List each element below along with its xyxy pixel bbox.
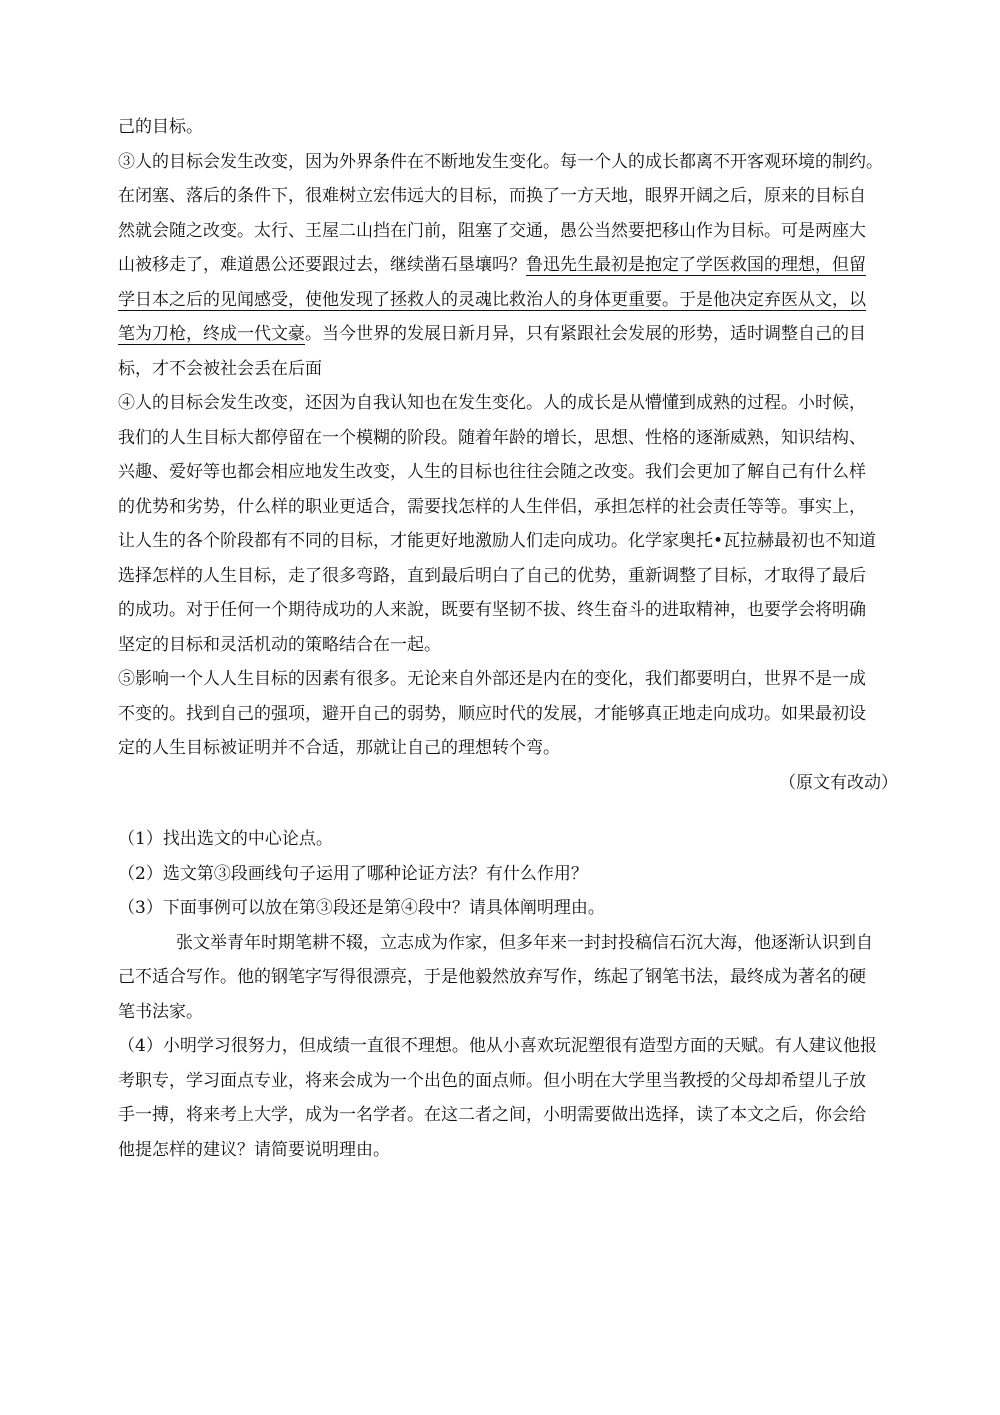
paragraph-4-line: 我们的人生目标大都停留在一个模糊的阶段。随着年龄的增长，思想、性格的逐渐威熟，知识结构、	[118, 427, 866, 448]
paragraph-3-line: 标，才不会被社会丢在后面	[118, 358, 322, 379]
paragraph-3-line	[118, 317, 918, 352]
paragraph-4-line: 坚定的目标和灵活机动的策略结合在一起。	[118, 634, 441, 655]
paragraph-3-line: 然就会随之改变。太行、王屋二山挡在门前，阻塞了交通，愚公当然要把移山作为目标。可是两座大	[118, 220, 866, 241]
paragraph-4-line: 选择怎样的人生目标，走了很多弯路，直到最后明白了自己的优势，重新调整了目标，才取得了最后	[118, 565, 866, 586]
plain-text: 。当今世界的发展日新月异，只有紧跟社会发展的形势，适时调整自己的目	[305, 324, 866, 344]
paragraph-4-line: 的成功。对于任何一个期待成功的人来說，既要有坚韧不拔、终生奋斗的进取精神，也要学会将明确	[118, 600, 866, 620]
question-1: （1）找出选文的中心论点。	[118, 829, 333, 849]
question-4	[118, 1029, 918, 1167]
paragraph-5-line: 不变的。找到自己的强项，避开自己的弱势，顺应时代的发展，才能够真正地走向成功。如果最初设	[118, 703, 866, 724]
paragraph-4-line: ④人的目标会发生改变，还因为自我认知也在发生变化。人的成长是从懵懂到成熟的过程。小时候，	[118, 393, 866, 413]
example-line: 笔书法家。	[118, 1001, 203, 1022]
underlined-sentence: 学日本之后的见闻感受，使他发现了拯救人的灵魂比救治人的身体更重要。于是他决定弃医从文，以	[118, 289, 866, 310]
question-3-example	[118, 926, 918, 1030]
paragraph-3-line	[118, 283, 918, 318]
question-3: （3）下面事例可以放在第③段还是第④段中？请具体阐明理由。	[118, 898, 605, 918]
paragraph-4-line: 让人生的各个阶段都有不同的目标，才能更好地激励人们走向成功。化学家奥托•瓦拉赫最初也不知道	[118, 531, 877, 551]
paragraph-3	[118, 145, 918, 387]
document-page	[118, 110, 918, 1167]
paragraph-4	[118, 386, 918, 662]
paragraph-2-ending: 己的目标。	[118, 117, 203, 137]
paragraph-3-line: 在闭塞、落后的条件下，很难树立宏伟远大的目标，而换了一方天地，眼界开阔之后，原来的目标自	[118, 186, 866, 206]
underlined-sentence: 鲁迅先生最初是抱定了学医救国的理想，但留	[526, 255, 866, 275]
spacer	[118, 800, 918, 822]
paragraph-3-line	[118, 248, 918, 283]
question-2: （2）选文第③段画线句子运用了哪种论证方法？有什么作用？	[118, 863, 588, 884]
underlined-sentence: 笔为刀枪，终成一代文豪	[118, 324, 305, 344]
plain-text: 山被移走了，难道愚公还要跟过去，继续凿石垦壤吗？	[118, 255, 526, 275]
paragraph-5	[118, 662, 918, 766]
source-note: （原文有改动）	[779, 772, 898, 793]
example-line: 己不适合写作。他的钢笔字写得很漂亮，于是他毅然放弃写作，练起了钢笔书法，最终成为著名的硬	[118, 967, 866, 987]
question-4-line: 他提怎样的建议？请简要说明理由。	[118, 1139, 390, 1160]
paragraph-5-line: ⑤影响一个人人生目标的因素有很多。无论来自外部还是内在的变化，我们都要明白，世界不是一成	[118, 669, 866, 689]
question-4-line: （4）小明学习很努力，但成绩一直很不理想。他从小喜欢玩泥塑很有造型方面的天赋。有人建议他报	[118, 1036, 877, 1056]
paragraph-3-line: ③人的目标会发生改变，因为外界条件在不断地发生变化。每一个人的成长都离不开客观环境的制约。	[118, 151, 883, 172]
paragraph-4-line: 的优势和劣势，什么样的职业更适合，需要找怎样的人生伴侣，承担怎样的社会责任等等。事实上，	[118, 496, 866, 517]
paragraph-4-line: 兴趣、爱好等也都会相应地发生改变，人生的目标也往往会随之改变。我们会更加了解自己有什么样	[118, 462, 866, 482]
question-4-line: 考职专，学习面点专业，将来会成为一个出色的面点师。但小明在大学里当教授的父母却希望儿子放	[118, 1070, 866, 1091]
article-text	[118, 110, 918, 800]
example-line: 张文举青年时期笔耕不辍，立志成为作家，但多年来一封封投稿信石沉大海，他逐渐认识到自	[176, 932, 873, 953]
question-4-line: 手一搏，将来考上大学，成为一名学者。在这二者之间，小明需要做出选择，读了本文之后，你会给	[118, 1105, 866, 1125]
paragraph-5-line: 定的人生目标被证明并不合适，那就让自己的理想转个弯。	[118, 738, 560, 758]
questions-section	[118, 822, 918, 1167]
